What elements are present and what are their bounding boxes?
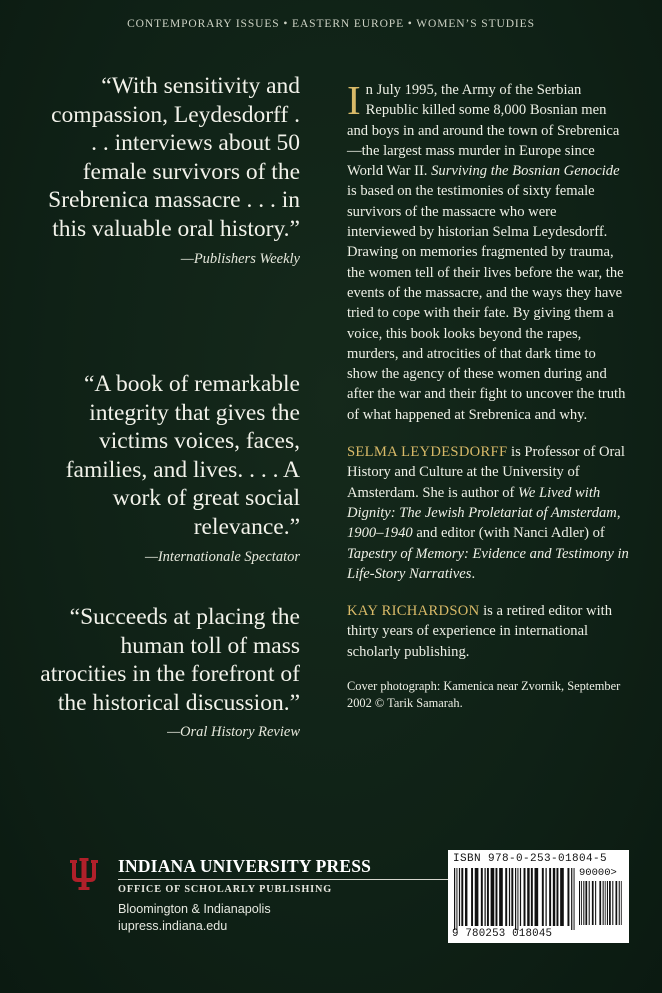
barcode-bar bbox=[535, 868, 539, 926]
publisher-subtitle: OFFICE OF SCHOLARLY PUBLISHING bbox=[118, 884, 333, 895]
photo-credit: Cover photograph: Kamenica near Zvornik, September 2002 © Tarik Samarah. bbox=[347, 679, 621, 711]
quote-text: “Succeeds at placing the human toll of mass atrocities in the forefront of the historical discussion.” bbox=[40, 604, 300, 716]
book-title: Surviving the Bosnian Genocide bbox=[431, 163, 620, 180]
barcode-bar bbox=[615, 881, 617, 925]
barcode-bar bbox=[509, 868, 510, 926]
ean-number: 9 780253 018045 bbox=[452, 928, 553, 940]
author-bio bbox=[347, 442, 629, 584]
barcode-bar bbox=[603, 881, 604, 925]
drop-cap: I bbox=[347, 77, 361, 123]
author-bio-text-3: . bbox=[471, 565, 476, 582]
barcode-bar bbox=[495, 868, 497, 926]
quote-text: “A book of remarkable integrity that gives the victims voices, faces, families, and lives. . . . A work of great social relevance.” bbox=[65, 371, 300, 540]
author-book-title-1: We Lived with Dignity: The Jewish Proletariat of Amsterdam, 1900–1940 bbox=[347, 484, 621, 542]
barcode-bar bbox=[549, 868, 551, 926]
barcode-bar bbox=[546, 868, 547, 926]
publisher-name: INDIANA UNIVERSITY PRESS bbox=[118, 856, 372, 876]
quote-text: “With sensitivity and compassion, Leydesdorff . . . interviews about 50 female survivors of the Srebrenica massacre . . . in this valuable oral history.” bbox=[48, 73, 300, 242]
barcode-bar bbox=[583, 881, 584, 925]
barcode-bar bbox=[485, 868, 486, 926]
isbn-number: ISBN 978-0-253-01804-5 bbox=[453, 853, 608, 865]
barcode-bar bbox=[459, 868, 460, 926]
barcode-bar bbox=[605, 881, 606, 925]
description-text-1: n July 1995, the Army of the Serbian Republic killed some 8,000 Bosnian men and boys in and around the town of Srebrenica—the largest mass murder in Europe since World War II. bbox=[347, 82, 620, 180]
translator-bio-text: is a retired editor with thirty years of experience in international scholarly publishing. bbox=[347, 603, 612, 660]
barcode-bar bbox=[531, 868, 533, 926]
barcode-bar bbox=[619, 881, 620, 925]
author-name: SELMA LEYDESDORFF bbox=[347, 444, 508, 461]
description-text-2: is based on the testimonies of sixty female survivors of the massacre who were interviewed by historian Selma Leydesdorff. Drawing on memories fragmented by trauma, the women tell of their lives before the war, the events of the massacre, and the ways they have tried to cope with their fate. By giving them a voice, this book looks beyond the rapes, murders, and atrocities of that dark time to show the agency of these women during and after the war and their fight to uncover the truth of what happened at Srebrenica and why. bbox=[347, 183, 626, 423]
barcode-bar bbox=[515, 868, 516, 930]
review-quote-3 bbox=[30, 603, 300, 741]
publisher-divider bbox=[118, 879, 462, 880]
publisher-location: Bloomington & Indianapolis bbox=[118, 902, 271, 916]
barcode-bar bbox=[612, 881, 613, 925]
publisher-url[interactable]: iupress.indiana.edu bbox=[118, 919, 228, 933]
barcode-bar bbox=[481, 868, 483, 926]
barcode-bar bbox=[592, 881, 594, 925]
review-quote-1 bbox=[40, 72, 300, 268]
barcode-bar bbox=[456, 868, 457, 930]
barcode-bar bbox=[487, 868, 489, 926]
barcode-bar bbox=[511, 868, 513, 926]
barcode-bar bbox=[520, 868, 521, 926]
barcode-bar bbox=[461, 868, 463, 926]
barcode-bar bbox=[560, 868, 564, 926]
barcode-bar bbox=[542, 868, 544, 926]
iu-trident-logo-icon bbox=[66, 858, 102, 890]
ean-barcode-bars bbox=[454, 868, 576, 930]
isbn-barcode bbox=[448, 850, 629, 943]
barcode-bar bbox=[609, 881, 611, 925]
barcode-bar bbox=[475, 868, 479, 926]
author-book-title-2: Tapestry of Memory: Evidence and Testimony in Life-Story Narratives bbox=[347, 545, 629, 582]
description-column bbox=[347, 77, 629, 712]
barcode-bar bbox=[527, 868, 529, 926]
barcode-bar bbox=[499, 868, 503, 926]
barcode-bar bbox=[579, 881, 580, 925]
barcode-bar bbox=[585, 881, 587, 925]
translator-name: KAY RICHARDSON bbox=[347, 603, 480, 620]
barcode-bar bbox=[581, 881, 582, 925]
price-code: 90000> bbox=[579, 867, 617, 879]
barcode-bar bbox=[574, 868, 575, 930]
barcode-bar bbox=[621, 881, 622, 925]
barcode-bar bbox=[505, 868, 507, 926]
price-addon-bars bbox=[579, 881, 623, 937]
review-quote-2 bbox=[30, 370, 300, 566]
barcode-bar bbox=[553, 868, 555, 926]
barcode-bar bbox=[524, 868, 526, 926]
quote-source: —Oral History Review bbox=[167, 724, 300, 741]
barcode-bar bbox=[589, 881, 590, 925]
barcode-bar bbox=[567, 868, 569, 926]
barcode-bar bbox=[517, 868, 518, 930]
barcode-bar bbox=[454, 868, 455, 930]
barcode-bar bbox=[465, 868, 467, 926]
barcode-bar bbox=[571, 868, 572, 930]
category-line: CONTEMPORARY ISSUES • EASTERN EUROPE • WOMEN’S STUDIES bbox=[127, 18, 535, 30]
author-bio-text-1: is Professor of Oral History and Culture at the University of Amsterdam. She is author of bbox=[347, 444, 625, 501]
barcode-bar bbox=[607, 881, 608, 925]
quote-source: —Internationale Spectator bbox=[144, 548, 300, 565]
book-description bbox=[347, 77, 629, 425]
quote-source: —Publishers Weekly bbox=[180, 250, 300, 267]
translator-bio bbox=[347, 601, 629, 662]
barcode-bar bbox=[599, 881, 601, 925]
barcode-bar bbox=[471, 868, 473, 926]
barcode-bar bbox=[595, 881, 596, 925]
barcode-bar bbox=[491, 868, 495, 926]
author-bio-text-2: and editor (with Nanci Adler) of bbox=[412, 525, 605, 542]
barcode-bar bbox=[556, 868, 558, 926]
